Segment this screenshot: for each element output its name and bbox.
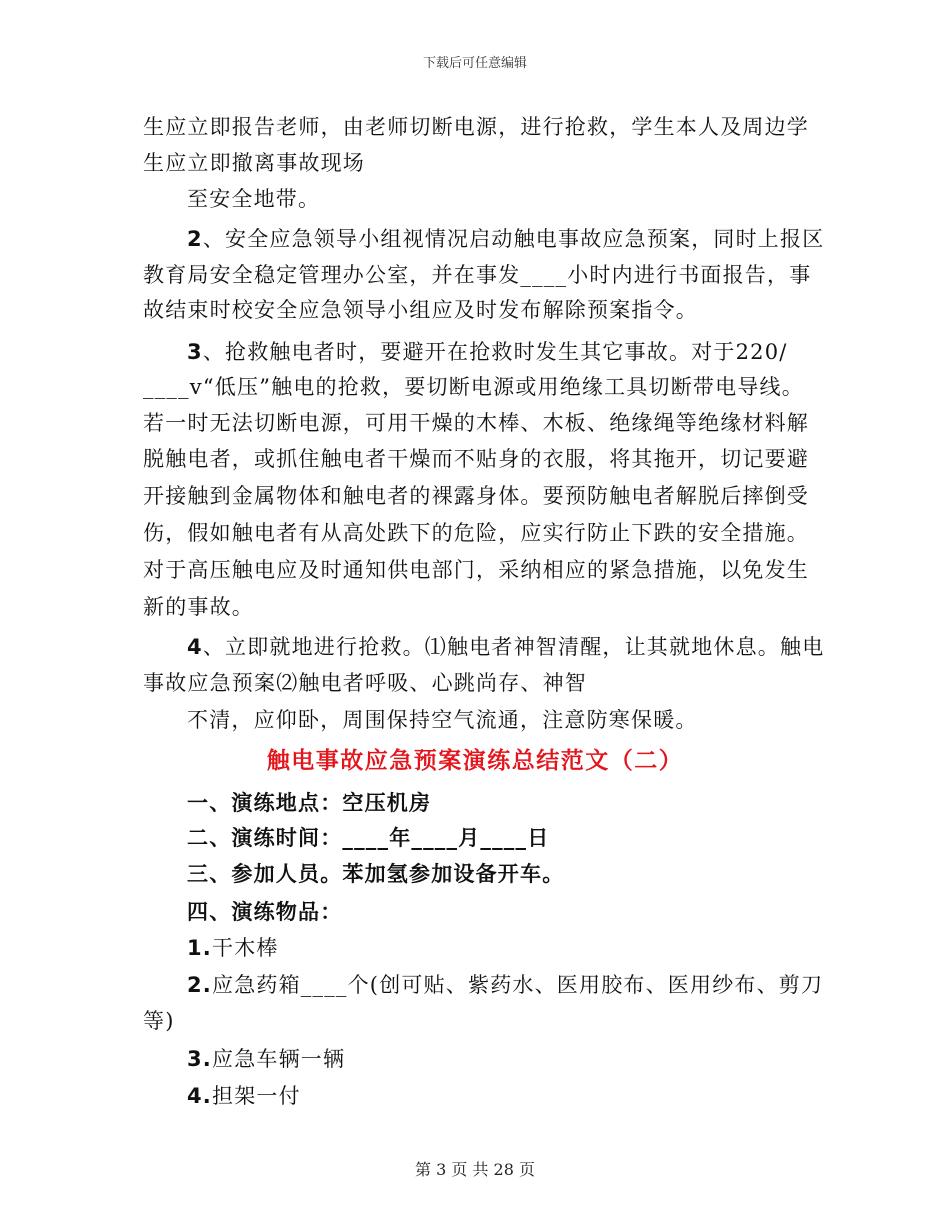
body-text: 、抢救触电者时，要避开在抢救时发生其它事故。对于220/ — [202, 340, 788, 364]
item-number: 3 — [187, 340, 203, 364]
body-line: 故结束时校安全应急领导小组应及时发布解除预案指令。 — [143, 298, 698, 322]
body-text: 、安全应急领导小组视情况启动触电事故应急预案，同时上报区 — [202, 227, 825, 251]
page-header: 下载后可任意编辑 — [422, 56, 527, 71]
section-title: 触电事故应急预案演练总结范文（二） — [266, 748, 684, 774]
drill-materials-heading: 四、演练物品： — [187, 900, 343, 924]
body-line: 生应立即撤离事故现场 — [143, 151, 365, 175]
drill-location: 一、演练地点：空压机房 — [187, 791, 432, 815]
item-text: 干木棒 — [212, 936, 279, 960]
item-number: 2 — [187, 227, 203, 251]
list-item — [187, 933, 279, 963]
body-line: 至安全地带。 — [187, 187, 321, 211]
paragraph-3 — [187, 337, 788, 367]
drill-time: 二、演练时间：____年____月____日 — [187, 826, 550, 850]
body-line: 不清，应仰卧，周围保持空气流通，注意防寒保暖。 — [187, 708, 698, 732]
list-item — [187, 970, 823, 1000]
item-number: 4 — [187, 635, 203, 659]
body-line: 事故应急预案⑵触电者呼吸、心跳尚存、神智 — [143, 671, 587, 695]
list-item — [187, 1081, 301, 1111]
body-line: 新的事故。 — [143, 595, 254, 619]
body-line: 脱触电者，或抓住触电者干燥而不贴身的衣服，将其拖开，切记要避 — [143, 447, 809, 471]
body-text: 、立即就地进行抢救。⑴触电者神智清醒，让其就地休息。触电 — [202, 635, 825, 659]
paragraph-4 — [187, 632, 824, 662]
paragraph-2 — [187, 224, 824, 254]
item-number: 1. — [187, 936, 212, 960]
drill-participants: 三、参加人员。苯加氢参加设备开车。 — [187, 862, 565, 886]
item-text: 担架一付 — [212, 1084, 301, 1108]
page-footer: 第 3 页 共 28 页 — [415, 1160, 535, 1179]
item-number: 3. — [187, 1047, 212, 1071]
body-line: 对于高压触电应及时通知供电部门，采纳相应的紧急措施，以免发生 — [143, 558, 809, 582]
item-number: 4. — [187, 1084, 212, 1108]
list-item-continued: 等) — [143, 1009, 175, 1033]
body-line: 开接触到金属物体和触电者的裸露身体。要预防触电者解脱后摔倒受 — [143, 484, 809, 508]
body-line: 若一时无法切断电源，可用干燥的木棒、木板、绝缘绳等绝缘材料解 — [143, 411, 809, 435]
body-line: 伤，假如触电者有从高处跌下的危险，应实行防止下跌的安全措施。 — [143, 521, 809, 545]
list-item — [187, 1044, 345, 1074]
item-number: 2. — [187, 973, 212, 997]
body-line: 教育局安全稳定管理办公室，并在事发____小时内进行书面报告，事 — [143, 263, 812, 287]
body-line: 生应立即报告老师，由老师切断电源，进行抢救，学生本人及周边学 — [143, 115, 809, 139]
body-line: ____v“低压”触电的抢救，要切断电源或用绝缘工具切断带电导线。 — [143, 375, 804, 399]
item-text: 应急药箱____个(创可贴、紫药水、医用胶布、医用纱布、剪刀 — [212, 973, 824, 997]
item-text: 应急车辆一辆 — [212, 1047, 346, 1071]
